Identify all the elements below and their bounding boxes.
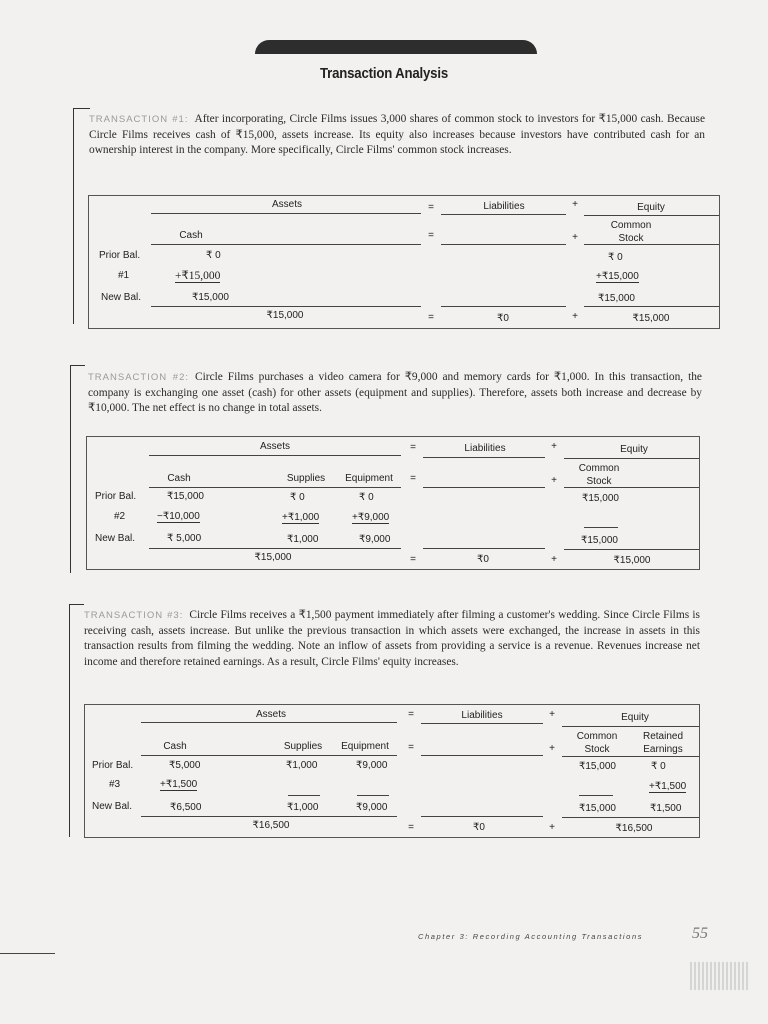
page-number: 55 xyxy=(692,925,708,942)
col-stock: Stock xyxy=(618,233,644,244)
row-new-label: New Bal. xyxy=(95,533,136,544)
transaction-3-table xyxy=(84,704,700,838)
col-cash: Cash xyxy=(179,230,203,241)
scan-artifact xyxy=(690,962,750,990)
stock-prior: ₹ 0 xyxy=(608,252,623,263)
stock-prior: ₹15,000 xyxy=(582,493,619,504)
cash-new: ₹15,000 xyxy=(192,292,229,303)
equipment-new: ₹9,000 xyxy=(359,534,391,545)
row-prior-label: Prior Bal. xyxy=(92,760,134,771)
transaction-3-text xyxy=(84,608,700,670)
equals-sign: = xyxy=(408,822,414,833)
col-equipment: Equipment xyxy=(345,473,393,484)
row-prior-label: Prior Bal. xyxy=(99,250,141,261)
supplies-prior: ₹ 0 xyxy=(290,492,305,503)
stock-change: +₹15,000 xyxy=(596,271,639,282)
plus-sign: + xyxy=(551,475,557,486)
equals-sign: = xyxy=(410,473,416,484)
col-cash: Cash xyxy=(163,741,187,752)
plus-sign: + xyxy=(572,232,578,243)
col-retained: Retained xyxy=(642,731,684,742)
cash-prior: ₹5,000 xyxy=(169,760,201,771)
transaction-1-label: TRANSACTION #1: xyxy=(89,114,189,125)
col-cash: Cash xyxy=(167,473,191,484)
plus-sign: + xyxy=(572,311,578,322)
cash-new: ₹6,500 xyxy=(170,802,202,813)
cash-change: +₹1,500 xyxy=(160,779,198,790)
header-liabilities: Liabilities xyxy=(483,201,525,212)
equipment-prior: ₹ 0 xyxy=(359,492,374,503)
plus-sign: + xyxy=(572,199,578,210)
stock-prior: ₹15,000 xyxy=(579,761,616,772)
scan-artifact xyxy=(0,953,55,960)
header-assets: Assets xyxy=(255,709,287,720)
transaction-1-table xyxy=(88,195,720,329)
total-liabilities: ₹0 xyxy=(477,554,489,565)
stock-new: ₹15,000 xyxy=(579,803,616,814)
equals-sign: = xyxy=(408,742,414,753)
row-new-label: New Bal. xyxy=(92,801,133,812)
chapter-footer: Chapter 3: Recording Accounting Transactions xyxy=(418,932,644,941)
col-earnings: Earnings xyxy=(643,744,683,755)
row-number-label: #2 xyxy=(114,511,126,522)
transaction-3-body: Circle Films receives a ₹1,500 payment immediately after filming a customer's wedding. Since Circle Films is receiving cash, assets increase. But unlike the previous transaction in which assets were exchanged, the increase in assets in this transaction results from filming the wedding. Note an inflow of assets from providing a service is a revenue. Revenues increase net income and therefore retained earnings. As a result, Circle Films' equity increases. xyxy=(84,609,700,668)
col-common: Common xyxy=(576,731,618,742)
equals-sign: = xyxy=(428,312,434,323)
supplies-new: ₹1,000 xyxy=(287,802,319,813)
stock-new: ₹15,000 xyxy=(598,293,635,304)
col-stock: Stock xyxy=(584,744,610,755)
header-liabilities: Liabilities xyxy=(461,710,503,721)
retained-new: ₹1,500 xyxy=(650,803,682,814)
col-common: Common xyxy=(610,220,652,231)
equipment-new: ₹9,000 xyxy=(356,802,388,813)
header-assets: Assets xyxy=(259,441,291,452)
total-liabilities: ₹0 xyxy=(473,822,485,833)
cash-prior: ₹ 0 xyxy=(206,250,221,261)
supplies-new: ₹1,000 xyxy=(287,534,319,545)
transaction-2-label: TRANSACTION #2: xyxy=(88,372,190,383)
equals-sign: = xyxy=(410,442,416,453)
cash-change: −₹10,000 xyxy=(157,511,200,522)
plus-sign: + xyxy=(549,709,555,720)
equipment-prior: ₹9,000 xyxy=(356,760,388,771)
equals-sign: = xyxy=(408,709,414,720)
col-supplies: Supplies xyxy=(283,741,323,752)
total-liabilities: ₹0 xyxy=(497,313,509,324)
plus-sign: + xyxy=(549,822,555,833)
col-stock: Stock xyxy=(586,476,612,487)
row-new-label: New Bal. xyxy=(101,292,142,303)
total-equity: ₹15,000 xyxy=(613,555,651,566)
header-equity: Equity xyxy=(620,444,648,455)
section-bracket xyxy=(69,604,84,837)
header-equity: Equity xyxy=(621,712,649,723)
header-band xyxy=(255,40,537,54)
total-equity: ₹15,000 xyxy=(632,313,670,324)
plus-sign: + xyxy=(551,554,557,565)
equals-sign: = xyxy=(410,554,416,565)
cash-prior: ₹15,000 xyxy=(167,491,204,502)
header-liabilities: Liabilities xyxy=(464,443,506,454)
transaction-2-text xyxy=(88,370,702,417)
equipment-change: +₹9,000 xyxy=(352,512,390,523)
cash-new: ₹ 5,000 xyxy=(167,533,202,544)
stock-new: ₹15,000 xyxy=(581,535,618,546)
plus-sign: + xyxy=(551,441,557,452)
transaction-1-text xyxy=(89,112,705,159)
supplies-prior: ₹1,000 xyxy=(286,760,318,771)
row-number-label: #1 xyxy=(118,270,130,281)
supplies-change: +₹1,000 xyxy=(282,512,320,523)
retained-change: +₹1,500 xyxy=(649,781,687,792)
total-assets: ₹16,500 xyxy=(252,820,290,831)
col-common: Common xyxy=(578,463,620,474)
page-title: Transaction Analysis xyxy=(319,65,449,82)
header-assets: Assets xyxy=(271,199,303,210)
retained-prior: ₹ 0 xyxy=(651,761,666,772)
transaction-1-body: After incorporating, Circle Films issues 3,000 shares of common stock to investors for ₹15,000 cash. Because Circle Films receives cash of ₹15,000, assets increase. Its equity also increases because investors have contributed cash for an ownership interest in the company. More specifically, Circle Films' common stock increases. xyxy=(89,113,706,156)
transaction-2-body: Circle Films purchases a video camera for ₹9,000 and memory cards for ₹1,000. In this transaction, the company is exchanging one asset (cash) for other assets (equipment and supplies). Therefore, assets both increase and decrease by ₹10,000. The net effect is no change in total assets. xyxy=(88,371,702,414)
plus-sign: + xyxy=(549,743,555,754)
row-number-label: #3 xyxy=(109,779,121,790)
transaction-2-table xyxy=(86,436,700,570)
total-assets: ₹15,000 xyxy=(254,552,292,563)
total-equity: ₹16,500 xyxy=(615,823,653,834)
col-supplies: Supplies xyxy=(286,473,326,484)
header-equity: Equity xyxy=(637,202,665,213)
total-assets: ₹15,000 xyxy=(266,310,304,321)
section-bracket xyxy=(70,365,85,573)
row-prior-label: Prior Bal. xyxy=(95,491,137,502)
equals-sign: = xyxy=(428,230,434,241)
equals-sign: = xyxy=(428,202,434,213)
transaction-3-label: TRANSACTION #3: xyxy=(84,610,184,621)
col-equipment: Equipment xyxy=(341,741,389,752)
cash-change: +₹15,000 xyxy=(175,270,221,282)
